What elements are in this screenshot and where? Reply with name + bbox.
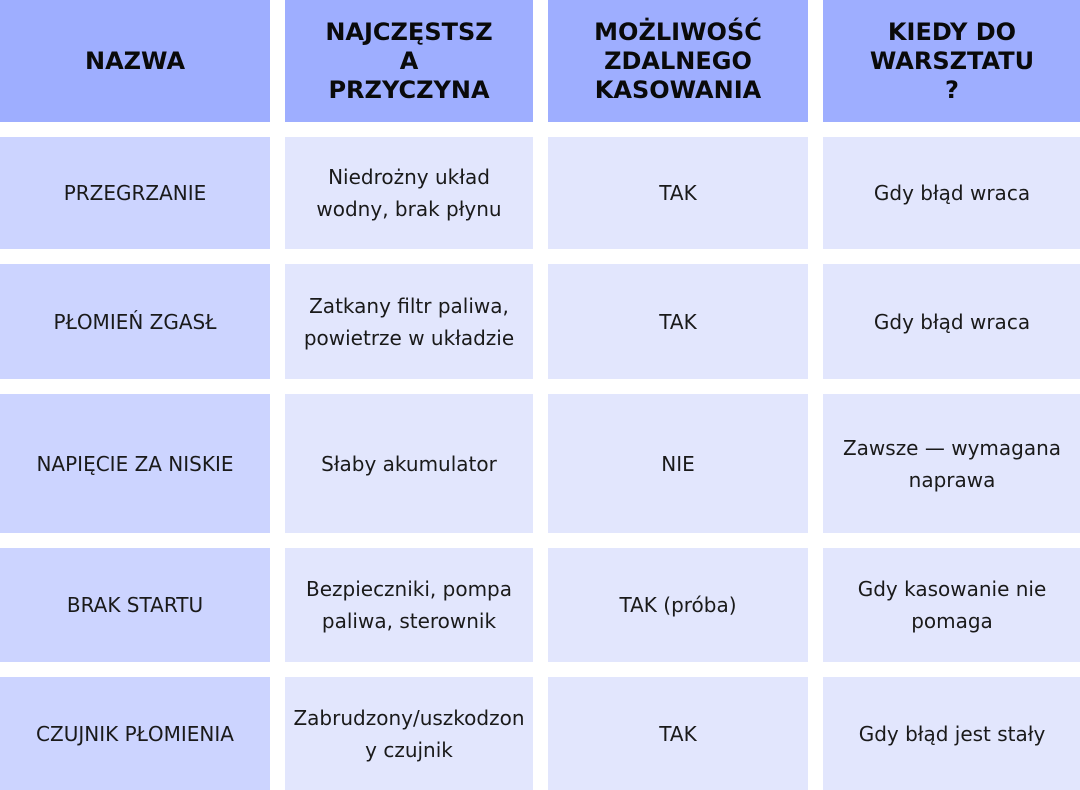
row-remote-reset: TAK xyxy=(548,677,808,790)
row-name: BRAK STARTU xyxy=(0,548,270,662)
row-when-workshop: Gdy błąd wraca xyxy=(823,264,1080,379)
row-cause: Zatkany filtr paliwa, powietrze w układzie xyxy=(285,264,533,379)
header-name: NAZWA xyxy=(0,0,270,122)
row-name: CZUJNIK PŁOMIENIA xyxy=(0,677,270,790)
row-remote-reset: TAK xyxy=(548,264,808,379)
row-when-workshop: Zawsze — wymagana naprawa xyxy=(823,394,1080,533)
row-remote-reset: TAK (próba) xyxy=(548,548,808,662)
header-remote-reset: MOŻLIWOŚĆ ZDALNEGO KASOWANIA xyxy=(548,0,808,122)
row-when-workshop: Gdy kasowanie nie pomaga xyxy=(823,548,1080,662)
row-when-workshop: Gdy błąd wraca xyxy=(823,137,1080,249)
header-cause: NAJCZĘSTSZA PRZYCZYNA xyxy=(285,0,533,122)
row-cause: Bezpieczniki, pompa paliwa, sterownik xyxy=(285,548,533,662)
row-cause: Niedrożny układ wodny, brak płynu xyxy=(285,137,533,249)
row-remote-reset: NIE xyxy=(548,394,808,533)
row-name: NAPIĘCIE ZA NISKIE xyxy=(0,394,270,533)
row-remote-reset: TAK xyxy=(548,137,808,249)
row-name: PŁOMIEŃ ZGASŁ xyxy=(0,264,270,379)
row-name: PRZEGRZANIE xyxy=(0,137,270,249)
row-when-workshop: Gdy błąd jest stały xyxy=(823,677,1080,790)
row-cause: Zabrudzony/uszkodzony czujnik xyxy=(285,677,533,790)
row-cause: Słaby akumulator xyxy=(285,394,533,533)
header-when-workshop: KIEDY DO WARSZTATU? xyxy=(823,0,1080,122)
